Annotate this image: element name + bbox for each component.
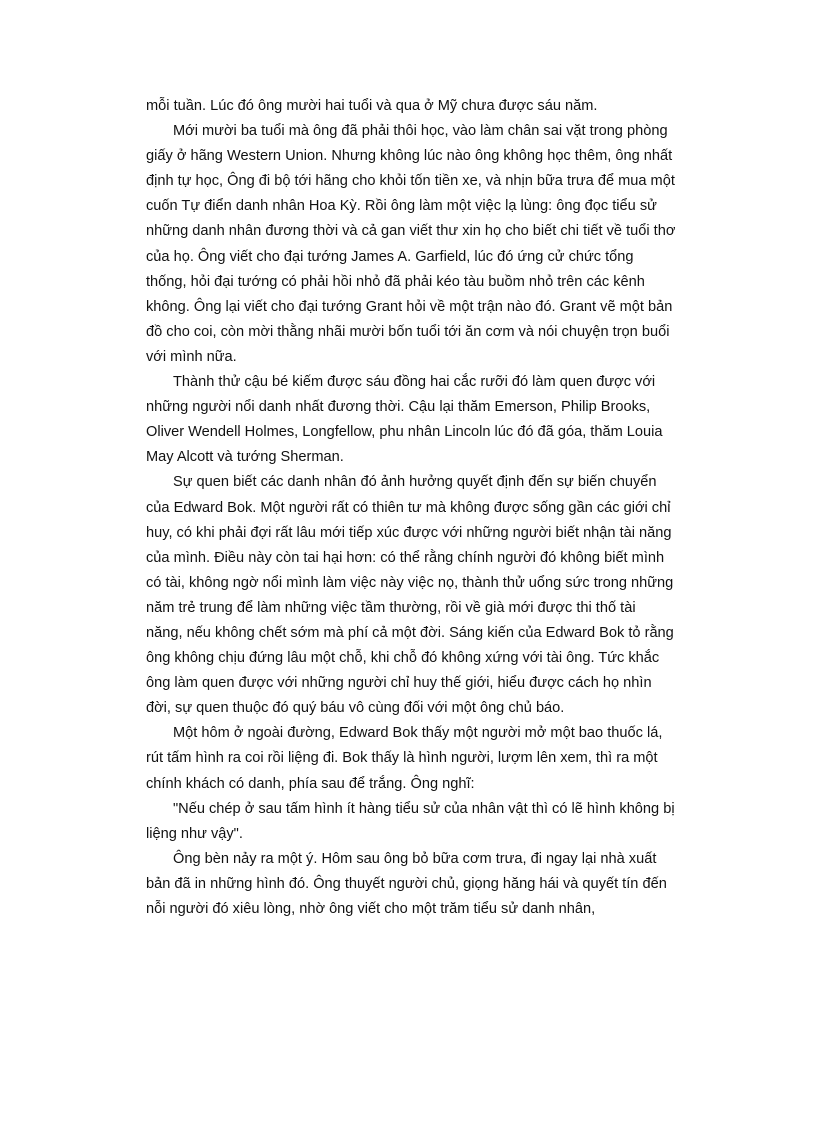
paragraph-1: mỗi tuần. Lúc đó ông mười hai tuổi và qua ở Mỹ chưa được sáu năm. [146, 98, 598, 114]
body-text [146, 94, 676, 922]
paragraph-3: Thành thử cậu bé kiếm được sáu đồng hai cắc rưỡi đó làm quen được với những người nổi danh nhất đương thời. Cậu lại thăm Emerson, Philip Brooks, Oliver Wendell Holmes, Longfellow, phu nhân Lincoln lúc đó đã góa, thăm Louia May Alcott và tướng Sherman. [146, 374, 663, 466]
paragraph-4: Sự quen biết các danh nhân đó ảnh hưởng quyết định đến sự biến chuyển của Edward Bok. Một người rất có thiên tư mà không được sống gần các giới chỉ huy, có khi phải đợi rất lâu mới tiếp xúc được với những người biết nhận tài năng của mình. Điều này còn tai hại hơn: có thể rằng chính người đó không biết mình có tài, không ngờ nổi mình làm việc này việc nọ, thành thử uổng sức trong những năm trẻ trung để làm những việc tầm thường, rồi về già mới được thi thố tài năng, nếu không chết sớm mà phí cả một đời. Sáng kiến của Edward Bok tỏ rằng ông không chịu đứng lâu một chỗ, khi chỗ đó không xứng với tài ông. Tức khắc ông làm quen được với những người chỉ huy thế giới, hiểu được cách họ nhìn đời, sự quen thuộc đó quý báu vô cùng đối với một ông chủ báo. [146, 474, 674, 717]
paragraph-5: Một hôm ở ngoài đường, Edward Bok thấy một người mở một bao thuốc lá, rút tấm hình ra coi rồi liệng đi. Bok thấy là hình người, lượm lên xem, thì ra một chính khách có danh, phía sau để trắng. Ông nghĩ: [146, 725, 663, 792]
paragraph-2: Mới mười ba tuổi mà ông đã phải thôi học, vào làm chân sai vặt trong phòng giấy ở hãng Western Union. Nhưng không lúc nào ông không học thêm, ông nhất định tự học, Ông đi bộ tới hãng cho khỏi tốn tiền xe, và nhịn bữa trưa để mua một cuốn Tự điển danh nhân Hoa Kỳ. Rồi ông làm một việc lạ lùng: ông đọc tiểu sử những danh nhân đương thời và cả gan viết thư xin họ cho biết chi tiết về tuổi thơ của họ. Ông viết cho đại tướng James A. Garfield, lúc đó ứng cử chức tổng thống, hỏi đại tướng có phải hồi nhỏ đã phải kéo tàu buồm nhỏ trên các kênh không. Ông lại viết cho đại tướng Grant hỏi về một trận nào đó. Grant vẽ một bản đồ cho coi, còn mời thằng nhãi mười bốn tuổi tới ăn cơm và nói chuyện trọn buổi với mình nữa. [146, 123, 676, 365]
paragraph-7: Ông bèn nảy ra một ý. Hôm sau ông bỏ bữa cơm trưa, đi ngay lại nhà xuất bản đã in những hình đó. Ông thuyết người chủ, giọng hăng hái và quyết tín đến nỗi người đó xiêu lòng, nhờ ông viết cho một trăm tiểu sử danh nhân, [146, 850, 667, 917]
paragraph-6-quote: "Nếu chép ở sau tấm hình ít hàng tiểu sử của nhân vật thì có lẽ hình không bị liệng như vậy". [146, 800, 675, 842]
